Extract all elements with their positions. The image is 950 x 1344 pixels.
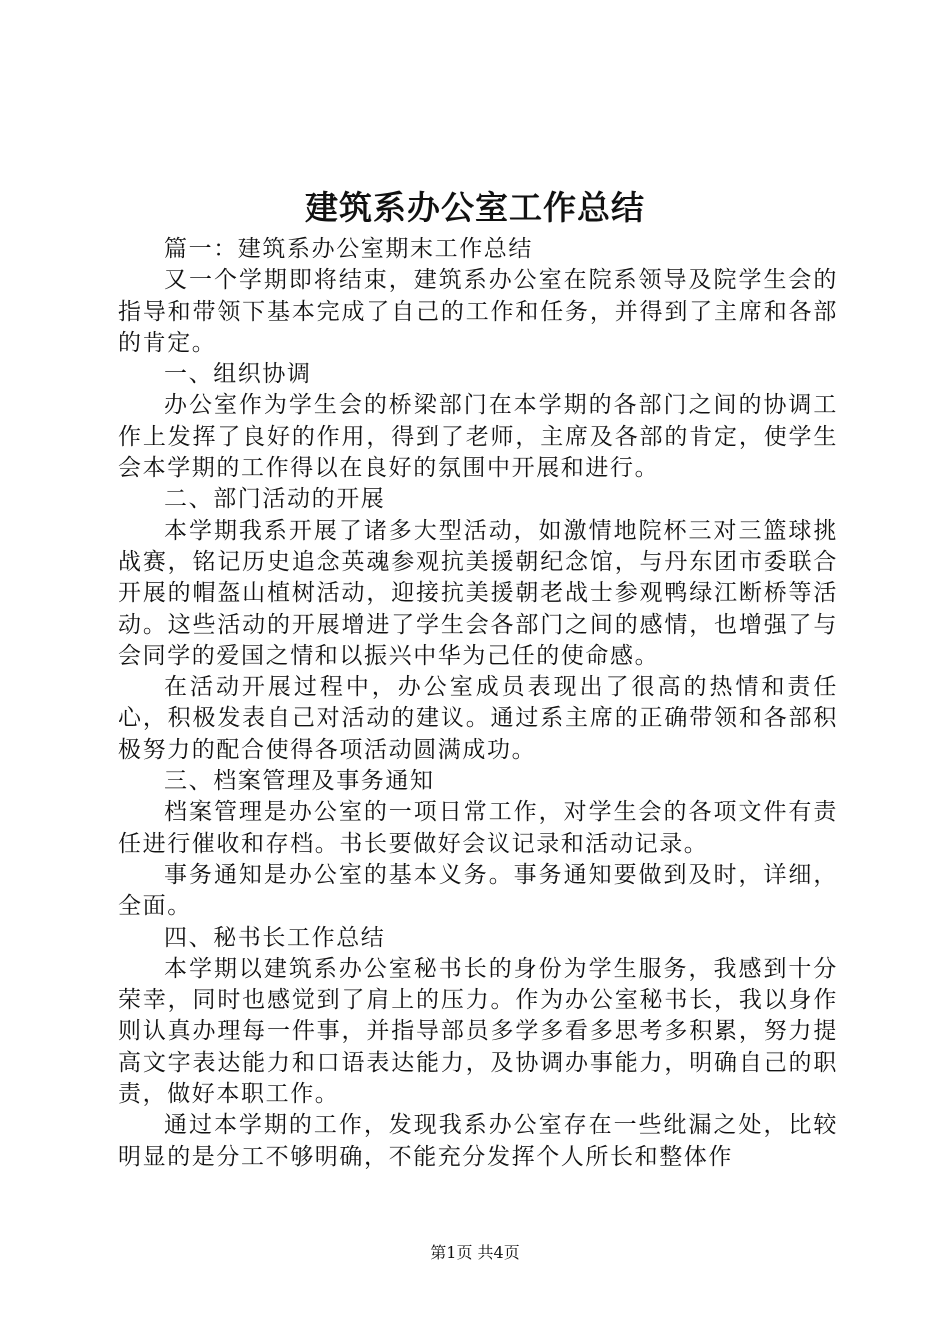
paragraph: 档案管理是办公室的一项日常工作，对学生会的各项文件有责任进行催收和存档。书长要做好会议记录和活动记录。 bbox=[118, 799, 838, 857]
paragraph: 本学期我系开展了诸多大型活动，如激情地院杯三对三篮球挑战赛，铭记历史追念英魂参观抗美援朝纪念馆，与丹东团市委联合开展的帽盔山植树活动，迎接抗美援朝老战士参观鸭绿江断桥等活动。这些活动的开展增进了学生会各部门之间的感情，也增强了与会同学的爱国之情和以振兴中华为己任的使命感。 bbox=[118, 517, 838, 669]
document-body bbox=[118, 234, 838, 1173]
paragraph: 办公室作为学生会的桥梁部门在本学期的各部门之间的协调工作上发挥了良好的作用，得到了老师，主席及各部的肯定，使学生会本学期的工作得以在良好的氛围中开展和进行。 bbox=[118, 392, 838, 482]
paragraph-heading: 四、秘书长工作总结 bbox=[164, 924, 386, 951]
paragraph: 在活动开展过程中，办公室成员表现出了很高的热情和责任心，积极发表自己对活动的建议。通过系主席的正确带领和各部积极努力的配合使得各项活动圆满成功。 bbox=[118, 674, 838, 763]
paragraph-section-heading: 篇一：建筑系办公室期末工作总结 bbox=[164, 236, 533, 262]
paragraph: 通过本学期的工作，发现我系办公室存在一些纰漏之处，比较明显的是分工不够明确，不能充分发挥个人所长和整体作 bbox=[118, 1112, 838, 1170]
paragraph: 又一个学期即将结束，建筑系办公室在院系领导及院学生会的指导和带领下基本完成了自己的工作和任务，并得到了主席和各部的肯定。 bbox=[118, 267, 838, 356]
paragraph-heading: 三、档案管理及事务通知 bbox=[164, 768, 435, 795]
paragraph: 事务通知是办公室的基本义务。事务通知要做到及时，详细，全面。 bbox=[118, 861, 838, 920]
paragraph: 本学期以建筑系办公室秘书长的身份为学生服务，我感到十分荣幸，同时也感觉到了肩上的压力。作为办公室秘书长，我以身作则认真办理每一件事，并指导部员多学多看多思考多积累，努力提高文字表达能力和口语表达能力，及协调办事能力，明确自己的职责，做好本职工作。 bbox=[118, 955, 838, 1108]
document-title: 建筑系办公室工作总结 bbox=[305, 188, 645, 227]
paragraph-heading: 二、部门活动的开展 bbox=[164, 486, 386, 513]
paragraph-heading: 一、组织协调 bbox=[164, 361, 312, 388]
page-number-footer: 第1页 共4页 bbox=[430, 1243, 520, 1262]
